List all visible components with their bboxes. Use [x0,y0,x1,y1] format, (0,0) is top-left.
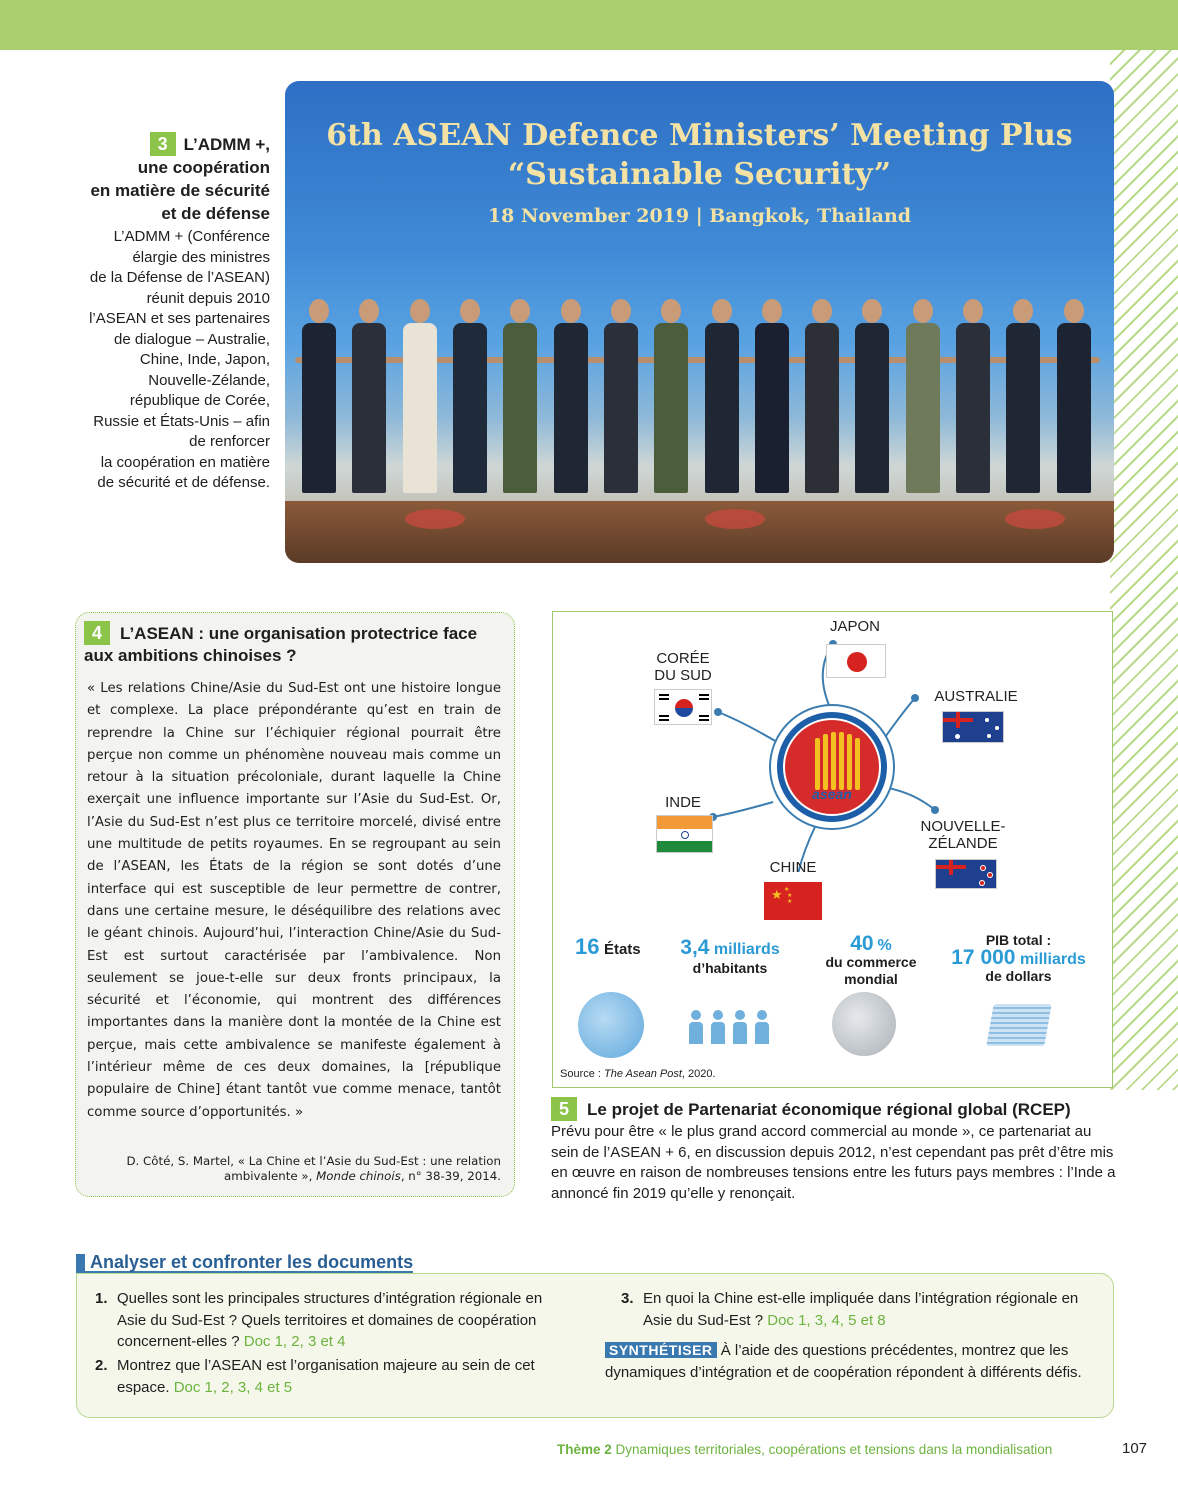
doc4-number: 4 [84,621,110,645]
doc4-box [75,612,515,1197]
rice-stalks-icon [785,720,883,818]
photo-banner-line2: “Sustainable Security” [507,157,892,192]
question-3: 3. En quoi la Chine est-elle impliquée dans l’intégration régionale en Asie du Sud-Est ? Doc 1, 3, 4, 5 et 8 [621,1290,1079,1329]
minister-figure [652,299,690,499]
world-map-icon [832,992,896,1056]
doc5-title: 5 Le projet de Partenariat économique régional global (RCEP) [551,1097,1116,1121]
minister-figure [350,299,388,499]
label-australie: AUSTRALIE [934,688,1018,705]
doc4-text: « Les relations Chine/Asie du Sud-Est ont une histoire longue et complexe. La place prépondérante qu’est en train de reprendre la Chine sur l’échiquier régional pourrait être perçue non comme un phénomène nouveau mais comme un retour à la situation précoloniale, durant laquelle la Chine exerçait une influence importante sur l’Asie du Sud-Est. Or, l’Asie du Sud-Est n’est plus ce territoire morcelé, divisé entre une multitude de petits royaumes. En se regroupant au sein de l’ASEAN, les États de la région se sont dotés d’une interface qui est susceptible de leur permettre de contrer, dans une certaine mesure, le déséquilibre des relations avec le géant chinois. Aujourd’hui, l’interaction Chine/Asie du Sud-Est est surtout caractérisée par l’ambivalence. Non seulement se joue-t-elle sur deux fronts principaux, la sécurité et l’économie, qui montrent des différences importantes dans la manière dont la montée de la Chine est perçue, mais cette ambivalence se manifeste également à l’intérieur même de ces deux domaines, la [république populaire de Chine] étant tantôt vue comme menace, tantôt comme source d’opportunités. » [87,681,501,1120]
analyse-box [76,1273,1114,1418]
doc5-source: Source : The Asean Post, 2020. [560,1068,716,1080]
minister-figure [1055,299,1093,499]
flower-arrangement [405,509,465,529]
doc5-caption [551,1097,1116,1204]
asean-logo-text: asean [812,786,852,802]
banknotes-icon [986,1004,1051,1046]
footer-theme: Thème 2 Dynamiques territoriales, coopérations et tensions dans la mondialisation [557,1442,1053,1457]
synthetiser: SYNTHÉTISER À l’aide des questions précédentes, montrez que les dynamiques d’intégration et de coopération répondent à différents défis. [605,1342,1082,1381]
minister-figure [501,299,539,499]
minister-figure [451,299,489,499]
doc4-title: 4 L’ASEAN : une organisation protectrice face aux ambitions chinoises ? [84,623,478,665]
stat-commerce: 40 % du commerce mondial [825,932,917,987]
flag-china-icon: ★ ★ ★ ★ [764,882,822,920]
flower-arrangement [705,509,765,529]
minister-figure [300,299,338,499]
photo-banner-line1: 6th ASEAN Defence Ministers’ Meeting Plus [326,118,1073,153]
minister-figure [904,299,942,499]
flag-india-icon [656,815,713,853]
meeting-photo [285,81,1114,563]
doc-ref-q1: Doc 1, 2, 3 et 4 [243,1333,346,1350]
minister-figure [803,299,841,499]
minister-figure [401,299,439,499]
doc-ref-q2: Doc 1, 2, 3, 4 et 5 [173,1378,293,1396]
flag-australia-icon [942,711,1004,743]
label-nouvelle-zelande: NOUVELLE- ZÉLANDE [920,818,1006,852]
minister-figure [552,299,590,499]
analyse-heading: Analyser et confronter les documents [76,1251,413,1273]
stat-etats: 16 États [575,934,641,959]
doc5-infographic [552,611,1113,1088]
label-inde: INDE [665,794,701,811]
minister-figure [602,299,640,499]
stage-table [285,501,1114,563]
population-icon [687,1010,777,1044]
doc5-number: 5 [551,1097,577,1121]
minister-figure [753,299,791,499]
decorative-stripes [1110,50,1178,1090]
question-2: 2. Montrez que l’ASEAN est l’organisation majeure au sein de cet espace. Doc 1, 2, 3, 4 et 5 [95,1357,535,1396]
question-1: 1. Quelles sont les principales structures d’intégration régionale en Asie du Sud-Est ? Quels territoires et domaines de coopération concernent-elles ? Doc 1, 2, 3 et 4 [95,1290,543,1350]
flag-japan-icon [826,644,886,678]
flower-arrangement [1005,509,1065,529]
label-coree: CORÉE DU SUD [654,650,712,684]
flag-south-korea-icon [654,689,712,725]
ministers-group [295,299,1100,509]
flag-new-zealand-icon [935,859,997,889]
minister-figure [853,299,891,499]
minister-figure [954,299,992,499]
minister-figure [1004,299,1042,499]
synthetiser-badge: SYNTHÉTISER [605,1342,717,1358]
photo-banner-line3: 18 November 2019 | Bangkok, Thailand [487,205,912,227]
doc4-citation: D. Côté, S. Martel, « La Chine et l’Asie du Sud-Est : une relation ambivalente », Monde chinois, n° 38-39, 2014. [126,1154,501,1183]
stat-habitants: 3,4 milliards d’habitants [680,936,780,976]
doc5-body: Prévu pour être « le plus grand accord commercial au monde », ce partenariat au sein de l’ASEAN + 6, en discussion depuis 2012, n’est cependant pas prêt d’être mis en œuvre en raison de nombreuses tensions entre les futurs pays membres : l’Inde a annoncé fin 2019 qu’elle y renonçait. [551,1123,1116,1202]
top-color-band [0,0,1178,50]
stat-pib: PIB total : 17 000 milliards de dollars [951,932,1086,984]
minister-figure [703,299,741,499]
doc3-caption [70,132,270,494]
page-number: 107 [1122,1440,1148,1457]
doc3-title: 3 L’ADMM +, une coopération en matière de sécurité et de défense [90,134,270,223]
globe-icon [578,992,644,1058]
doc-ref-q3: Doc 1, 3, 4, 5 et 8 [767,1311,886,1329]
photo-banner [285,117,1114,233]
label-japon: JAPON [829,618,880,635]
doc3-number: 3 [150,132,176,156]
doc3-body: L’ADMM + (Conférence élargie des ministres de la Défense de l’ASEAN) réunit depuis 2010 l’ASEAN et ses partenaires de dialogue – Australie, Chine, Inde, Japon, Nouvelle-Zélande, république de Corée, Russie et États-Unis – afin de renforcer la coopération en matière de sécurité et de défense. [89,228,270,491]
asean-logo [771,706,893,828]
label-chine: CHINE [769,859,817,876]
